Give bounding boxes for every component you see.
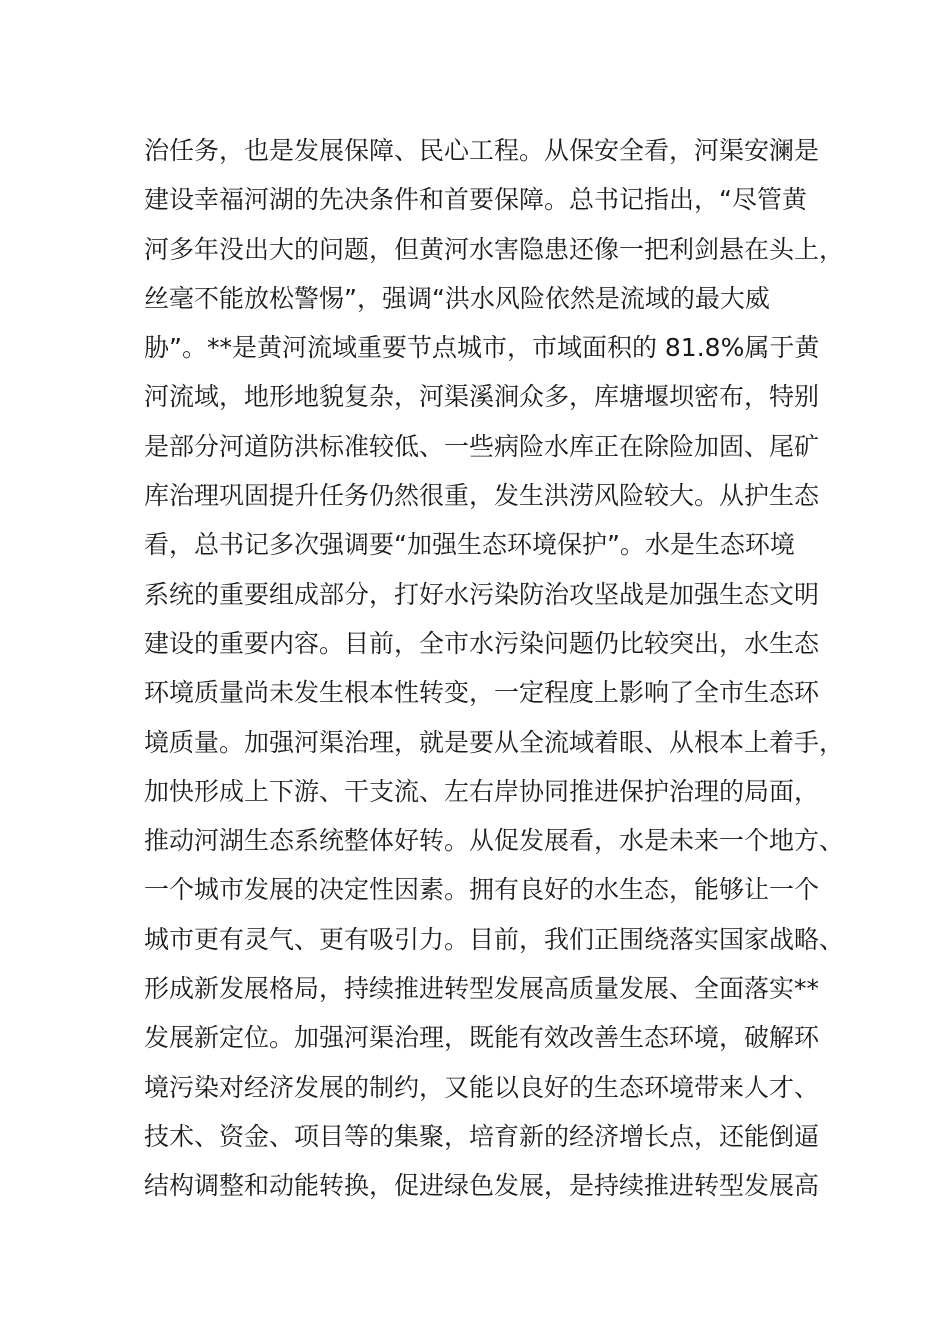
text-line: 河流域，地形地貌复杂，河渠溪涧众多，库塘堰坝密布，特别 (144, 382, 820, 412)
text-line: 环境质量尚未发生根本性转变，一定程度上影响了全市生态环 (144, 678, 820, 708)
text-line: 发展新定位。加强河渠治理，既能有效改善生态环境，破解环 (144, 1023, 820, 1053)
text-line: 结构调整和动能转换，促进绿色发展，是持续推进转型发展高 (144, 1171, 820, 1201)
text-line: 技术、资金、项目等的集聚，培育新的经济增长点，还能倒逼 (144, 1121, 820, 1151)
text-line: 丝毫不能放松警惕”，强调“洪水风险依然是流域的最大威 (144, 283, 770, 313)
text-line: 一个城市发展的决定性因素。拥有良好的水生态，能够让一个 (144, 875, 820, 905)
text-line: 建设幸福河湖的先决条件和首要保障。总书记指出，“尽管黄 (144, 185, 807, 215)
text-line: 推动河湖生态系统整体好转。从促发展看，水是未来一个地方、 (144, 826, 845, 856)
text-line: 河多年没出大的问题，但黄河水害隐患还像一把利剑悬在头上， (144, 234, 845, 264)
text-line: 看，总书记多次强调要“加强生态环境保护”。水是生态环境 (144, 530, 795, 560)
text-line: 胁”。**是黄河流域重要节点城市，市域面积的 81.8%属于黄 (144, 333, 820, 363)
text-line: 境质量。加强河渠治理，就是要从全流域着眼、从根本上着手， (144, 727, 845, 757)
text-line: 加快形成上下游、干支流、左右岸协同推进保护治理的局面， (144, 776, 820, 806)
text-line: 境污染对经济发展的制约，又能以良好的生态环境带来人才、 (144, 1072, 820, 1102)
text-line: 形成新发展格局，持续推进转型发展高质量发展、全面落实** (144, 974, 820, 1004)
text-line: 城市更有灵气、更有吸引力。目前，我们正围绕落实国家战略、 (144, 924, 845, 954)
body-text (144, 126, 845, 1211)
text-line: 是部分河道防洪标准较低、一些病险水库正在除险加固、尾矿 (144, 431, 820, 461)
text-line: 系统的重要组成部分，打好水污染防治攻坚战是加强生态文明 (144, 579, 820, 609)
text-line: 治任务，也是发展保障、民心工程。从保安全看，河渠安澜是 (144, 136, 820, 165)
text-line: 建设的重要内容。目前，全市水污染问题仍比较突出，水生态 (144, 628, 820, 658)
text-line: 库治理巩固提升任务仍然很重，发生洪涝风险较大。从护生态 (144, 481, 820, 511)
